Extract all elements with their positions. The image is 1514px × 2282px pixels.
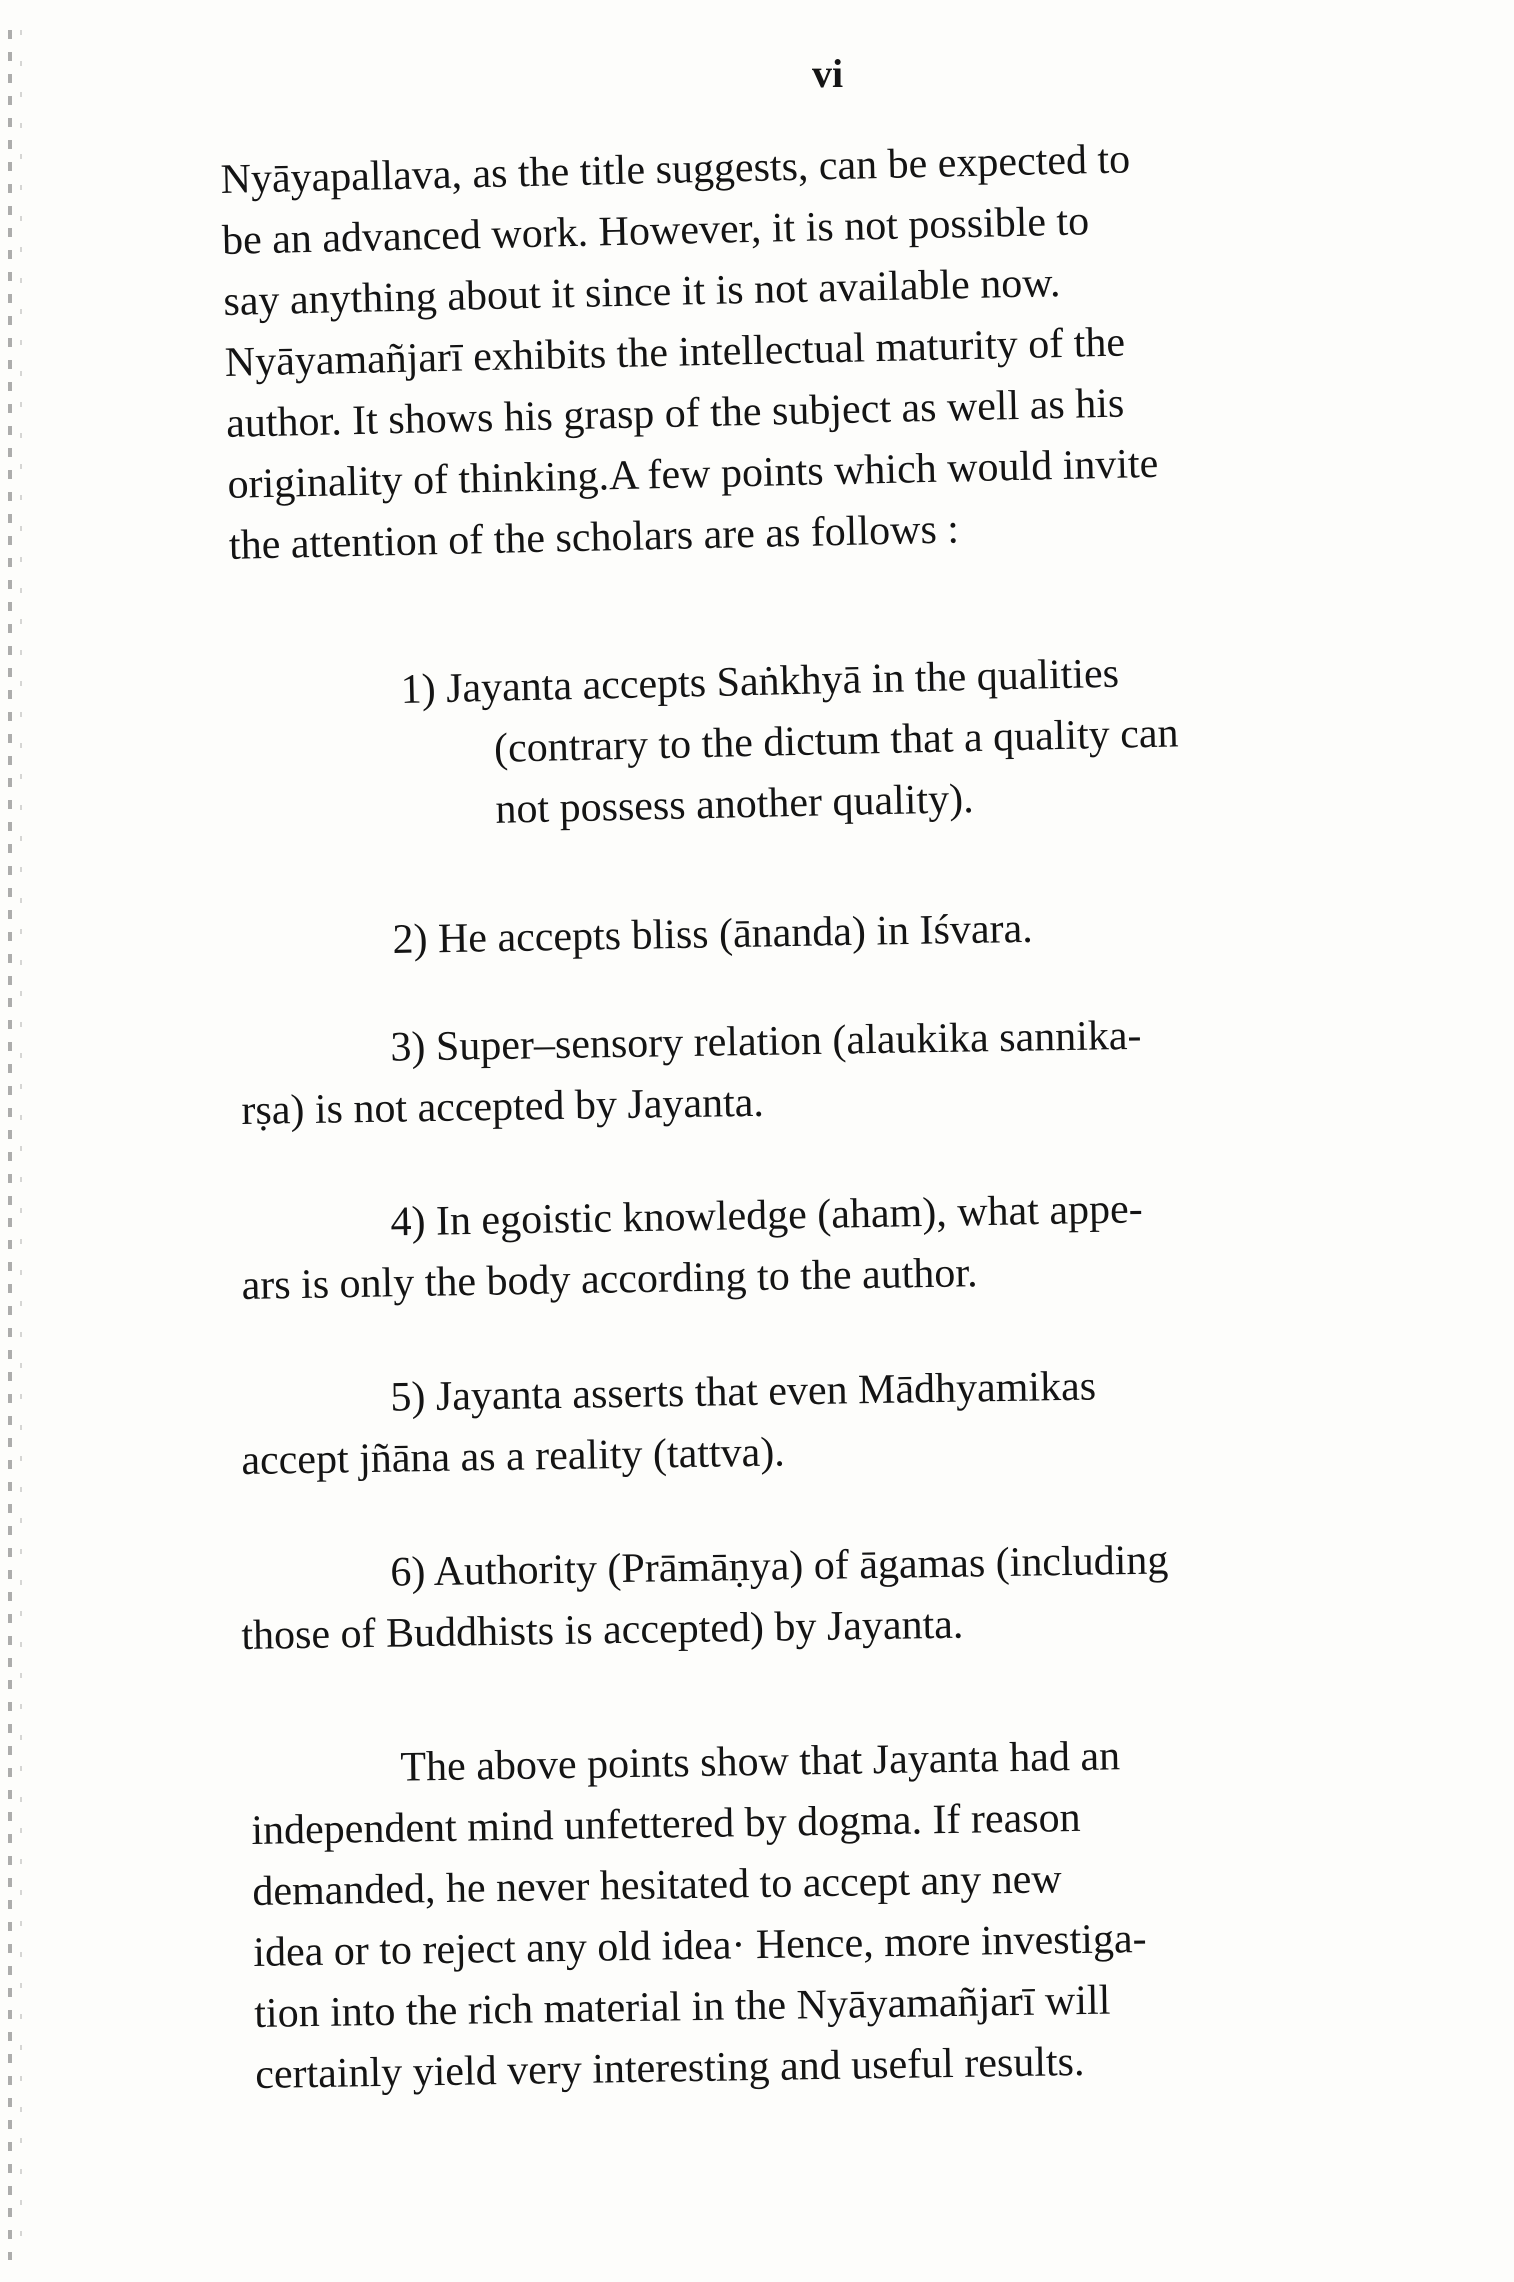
point-3-line: 3) Super–sensory relation (alaukika sannika-	[390, 1012, 1142, 1071]
intro-line: say anything about it since it is not available now.	[222, 259, 1061, 325]
point-5-line: 5) Jayanta asserts that even Mādhyamikas	[390, 1363, 1097, 1421]
intro-line: author. It shows his grasp of the subject as well as his	[225, 380, 1125, 447]
closing-line: demanded, he never hesitated to accept any new	[252, 1856, 1062, 1915]
point-6-line: 6) Authority (Prāmāṇya) of āgamas (including	[390, 1537, 1169, 1596]
intro-line: Nyāyapallava, as the title suggests, can be expected to	[220, 136, 1131, 203]
point-4-line: ars is only the body according to the author.	[241, 1250, 978, 1309]
point-1	[400, 642, 1181, 843]
point-5-line: accept jñāna as a reality (tattva).	[241, 1429, 786, 1484]
closing-line: The above points show that Jayanta had an	[400, 1733, 1121, 1791]
point-5	[240, 1357, 1097, 1492]
point-3	[240, 1006, 1143, 1142]
point-4	[240, 1179, 1144, 1317]
point-2-line: 2) He accepts bliss (ānanda) in Iśvara.	[392, 905, 1034, 963]
binding-edge-marks-inner	[20, 30, 22, 2260]
closing-paragraph	[250, 1726, 1149, 2106]
closing-line: idea or to reject any old idea· Hence, more investiga-	[252, 1915, 1147, 1976]
intro-line: be an advanced work. However, it is not possible to	[221, 198, 1090, 264]
page-number: vi	[812, 51, 844, 96]
point-1-line: not possess another quality).	[494, 776, 975, 833]
point-2	[392, 899, 1033, 971]
closing-line: independent mind unfettered by dogma. If reason	[251, 1794, 1081, 1854]
point-6	[240, 1530, 1170, 1667]
closing-line: certainly yield very interesting and useful results.	[254, 2038, 1085, 2098]
intro-line: originality of thinking.A few points which would invite	[227, 440, 1159, 508]
closing-line: tion into the rich material in the Nyāyamañjarī will	[253, 1977, 1111, 2037]
point-3-line: rṣa) is not accepted by Jayanta.	[241, 1079, 765, 1134]
point-4-line: 4) In egoistic knowledge (aham), what appe-	[390, 1186, 1144, 1246]
point-1-line: (contrary to the dictum that a quality can	[493, 710, 1179, 772]
binding-edge-marks	[8, 30, 12, 2260]
intro-line: Nyāyamañjarī exhibits the intellectual maturity of the	[224, 319, 1126, 386]
intro-line: the attention of the scholars are as follows :	[228, 506, 960, 569]
point-1-line: 1) Jayanta accepts Saṅkhyā in the qualities	[400, 650, 1120, 713]
point-6-line: those of Buddhists is accepted) by Jayanta.	[241, 1601, 964, 1659]
intro-paragraph	[220, 129, 1160, 577]
